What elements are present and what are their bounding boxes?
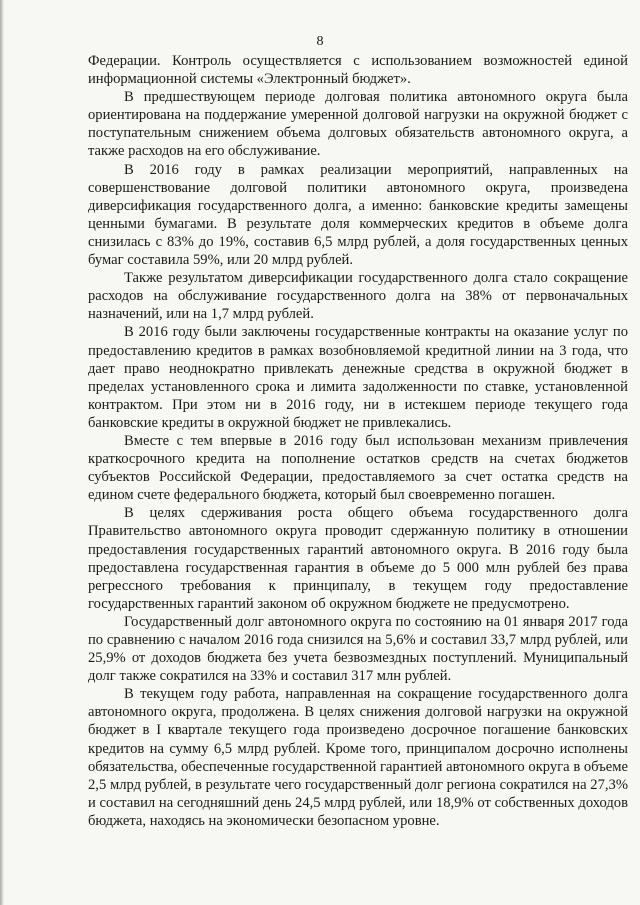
paragraph-3: В 2016 году в рамках реализации мероприятий, направленных на совершенствование долговой политики автономного округа, произведена диверсификация государственного долга, а именно: банковские кредиты замещены ценными бумагами. В результате доля коммерческих кредитов в объеме долга снизилась с 83% до 19%, составив 6,5 млрд рублей, а доля государственных ценных бумаг составила 59%, или 20 млрд рублей. [88, 161, 628, 269]
paragraph-9: В текущем году работа, направленная на сокращение государственного долга автономного округа, продолжена. В целях снижения долговой нагрузки на окружной бюджет в I квартале текущего года произведено досрочное погашение банковских кредитов на сумму 6,5 млрд рублей. Кроме того, принципалом досрочно исполнены обязательства, обеспеченные государственной гарантией автономного округа в объеме 2,5 млрд рублей, в результате чего государственный долг региона сократился на 27,3% и составил на сегодняшний день 24,5 млрд рублей, или 18,9% от собственных доходов бюджета, находясь на экономически безопасном уровне. [88, 686, 628, 829]
paragraph-7: В целях сдерживания роста общего объема государственного долга Правительство автономного округа проводит сдержанную политику в отношении предоставления государственных гарантий автономного округа. В 2016 году была предоставлена государственная гарантия в объеме до 5 000 млн рублей без права регрессного требования к принципалу, в текущем году предоставление государственных гарантий законом об окружном бюджете не предусмотрено. [88, 505, 628, 612]
scan-edge-shadow [0, 0, 4, 905]
paragraph-4: Также результатом диверсификации государственного долга стало сокращение расходов на обслуживание государственного долга на 38% от первоначальных назначений, или на 1,7 млрд рублей. [88, 270, 628, 323]
paragraph-5: В 2016 году были заключены государственные контракты на оказание услуг по предоставлению кредитов в рамках возобновляемой кредитной линии на 3 года, что дает право неоднократно привлекать денежные средства в окружной бюджет в пределах установленного срока и лимита задолженности по ставке, установленной контрактом. При этом ни в 2016 году, ни в истекшем периоде текущего года банковские кредиты в окружной бюджет не привлекались. [88, 324, 628, 431]
paragraph-2: В предшествующем периоде долговая политика автономного округа была ориентирована на поддержание умеренной долговой нагрузки на окружной бюджет с поступательным снижением объема долговых обязательств автономного округа, а также расходов на его обслуживание. [88, 89, 628, 160]
paragraph-8: Государственный долг автономного округа по состоянию на 01 января 2017 года по сравнению с началом 2016 года снизился на 5,6% и составил 33,7 млрд рублей, или 25,9% от доходов бюджета без учета безвозмездных поступлений. Муниципальный долг также сократился на 33% и составил 317 млн рублей. [88, 613, 628, 685]
document-body [88, 52, 628, 830]
paragraph-6: Вместе с тем впервые в 2016 году был использован механизм привлечения краткосрочного кредита на пополнение остатков средств на счетах бюджетов субъектов Российской Федерации, предоставляемого за счет остатка средств на едином счете федерального бюджета, который был своевременно погашен. [88, 432, 628, 504]
paragraph-1: Федерации. Контроль осуществляется с использованием возможностей единой информационной системы «Электронный бюджет». [88, 53, 628, 88]
page-number: 8 [316, 34, 324, 49]
